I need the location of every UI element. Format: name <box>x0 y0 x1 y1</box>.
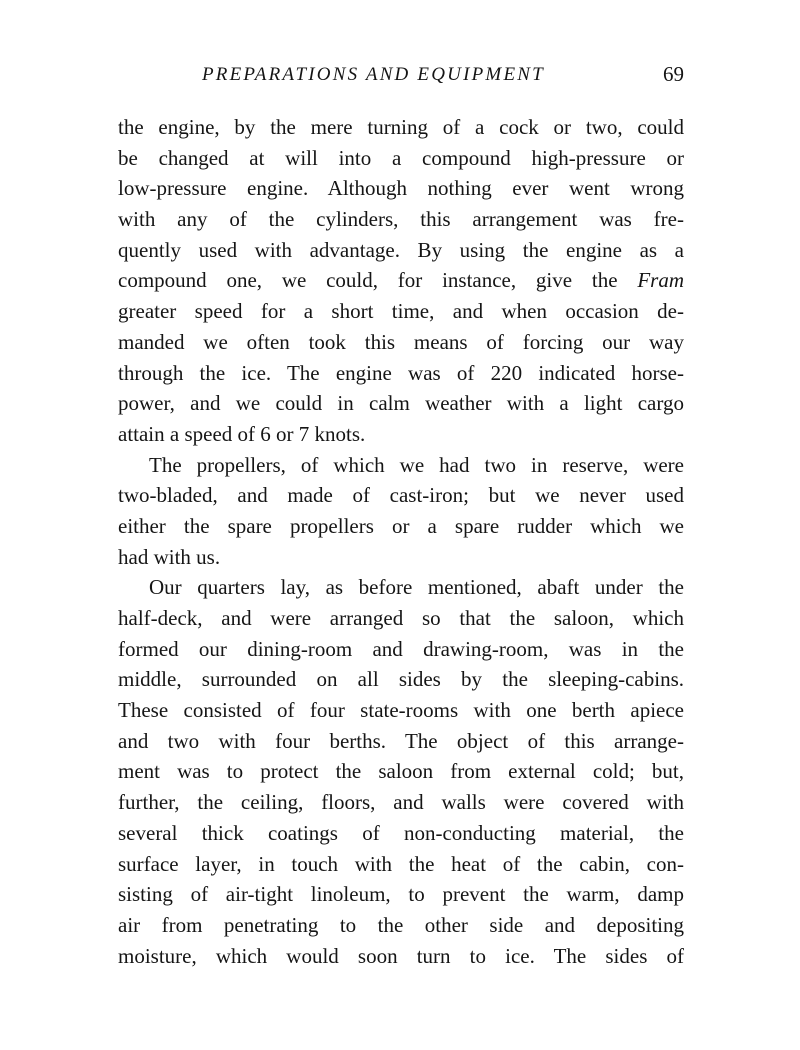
text-line: quently used with advantage. By using the engine as a <box>118 237 684 262</box>
page-number: 69 <box>663 62 684 86</box>
body-text <box>118 112 684 971</box>
text-line: These consisted of four state-rooms with one berth apiece <box>118 698 684 723</box>
text-line: moisture, which would soon turn to ice. The sides of <box>118 943 684 968</box>
paragraph-1 <box>118 112 684 450</box>
text-line: surface layer, in touch with the heat of the cabin, con- <box>118 851 684 876</box>
text-line: low-pressure engine. Although nothing ever went wrong <box>118 176 684 201</box>
text-line: the engine, by the mere turning of a cock or two, could <box>118 115 684 139</box>
running-title: PREPARATIONS AND EQUIPMENT <box>202 64 545 85</box>
text-line: and two with four berths. The object of this arrange- <box>118 728 684 753</box>
text-line: formed our dining-room and drawing-room, was in the <box>118 636 684 661</box>
text-line: sisting of air-tight linoleum, to prevent the warm, damp <box>118 882 684 907</box>
text-line: half-deck, and were arranged so that the saloon, which <box>118 606 684 630</box>
text-line: Our quarters lay, as before mentioned, abaft under the <box>149 575 684 600</box>
text-line: be changed at will into a compound high-pressure or <box>118 145 684 170</box>
text-line: several thick coatings of non-conducting material, the <box>118 820 684 845</box>
text-line: through the ice. The engine was of 220 indicated horse- <box>118 360 684 385</box>
text-line: either the spare propellers or a spare rudder which we <box>118 513 684 538</box>
italic-word: Fram <box>637 268 684 293</box>
text-line: manded we often took this means of forcing our way <box>118 329 684 354</box>
text-line: The propellers, of which we had two in reserve, were <box>149 452 684 477</box>
paragraph-2 <box>118 450 684 573</box>
text-line: ment was to protect the saloon from external cold; but, <box>118 759 684 784</box>
text-line: compound one, we could, for instance, give the Fram <box>118 268 684 293</box>
text-line: further, the ceiling, floors, and walls were covered with <box>118 790 684 815</box>
text-line: greater speed for a short time, and when occasion de- <box>118 299 684 324</box>
text-line: power, and we could in calm weather with a light cargo <box>118 391 684 416</box>
text-line: two-bladed, and made of cast-iron; but we never used <box>118 483 684 508</box>
text-line: with any of the cylinders, this arrangement was fre- <box>118 207 684 232</box>
text-line: middle, surrounded on all sides by the sleeping-cabins. <box>118 667 684 692</box>
text-line: air from penetrating to the other side and depositing <box>118 912 684 937</box>
text-line: attain a speed of 6 or 7 knots. <box>118 421 366 446</box>
running-head <box>118 60 684 92</box>
text-line: had with us. <box>118 544 221 569</box>
paragraph-3 <box>118 572 684 971</box>
